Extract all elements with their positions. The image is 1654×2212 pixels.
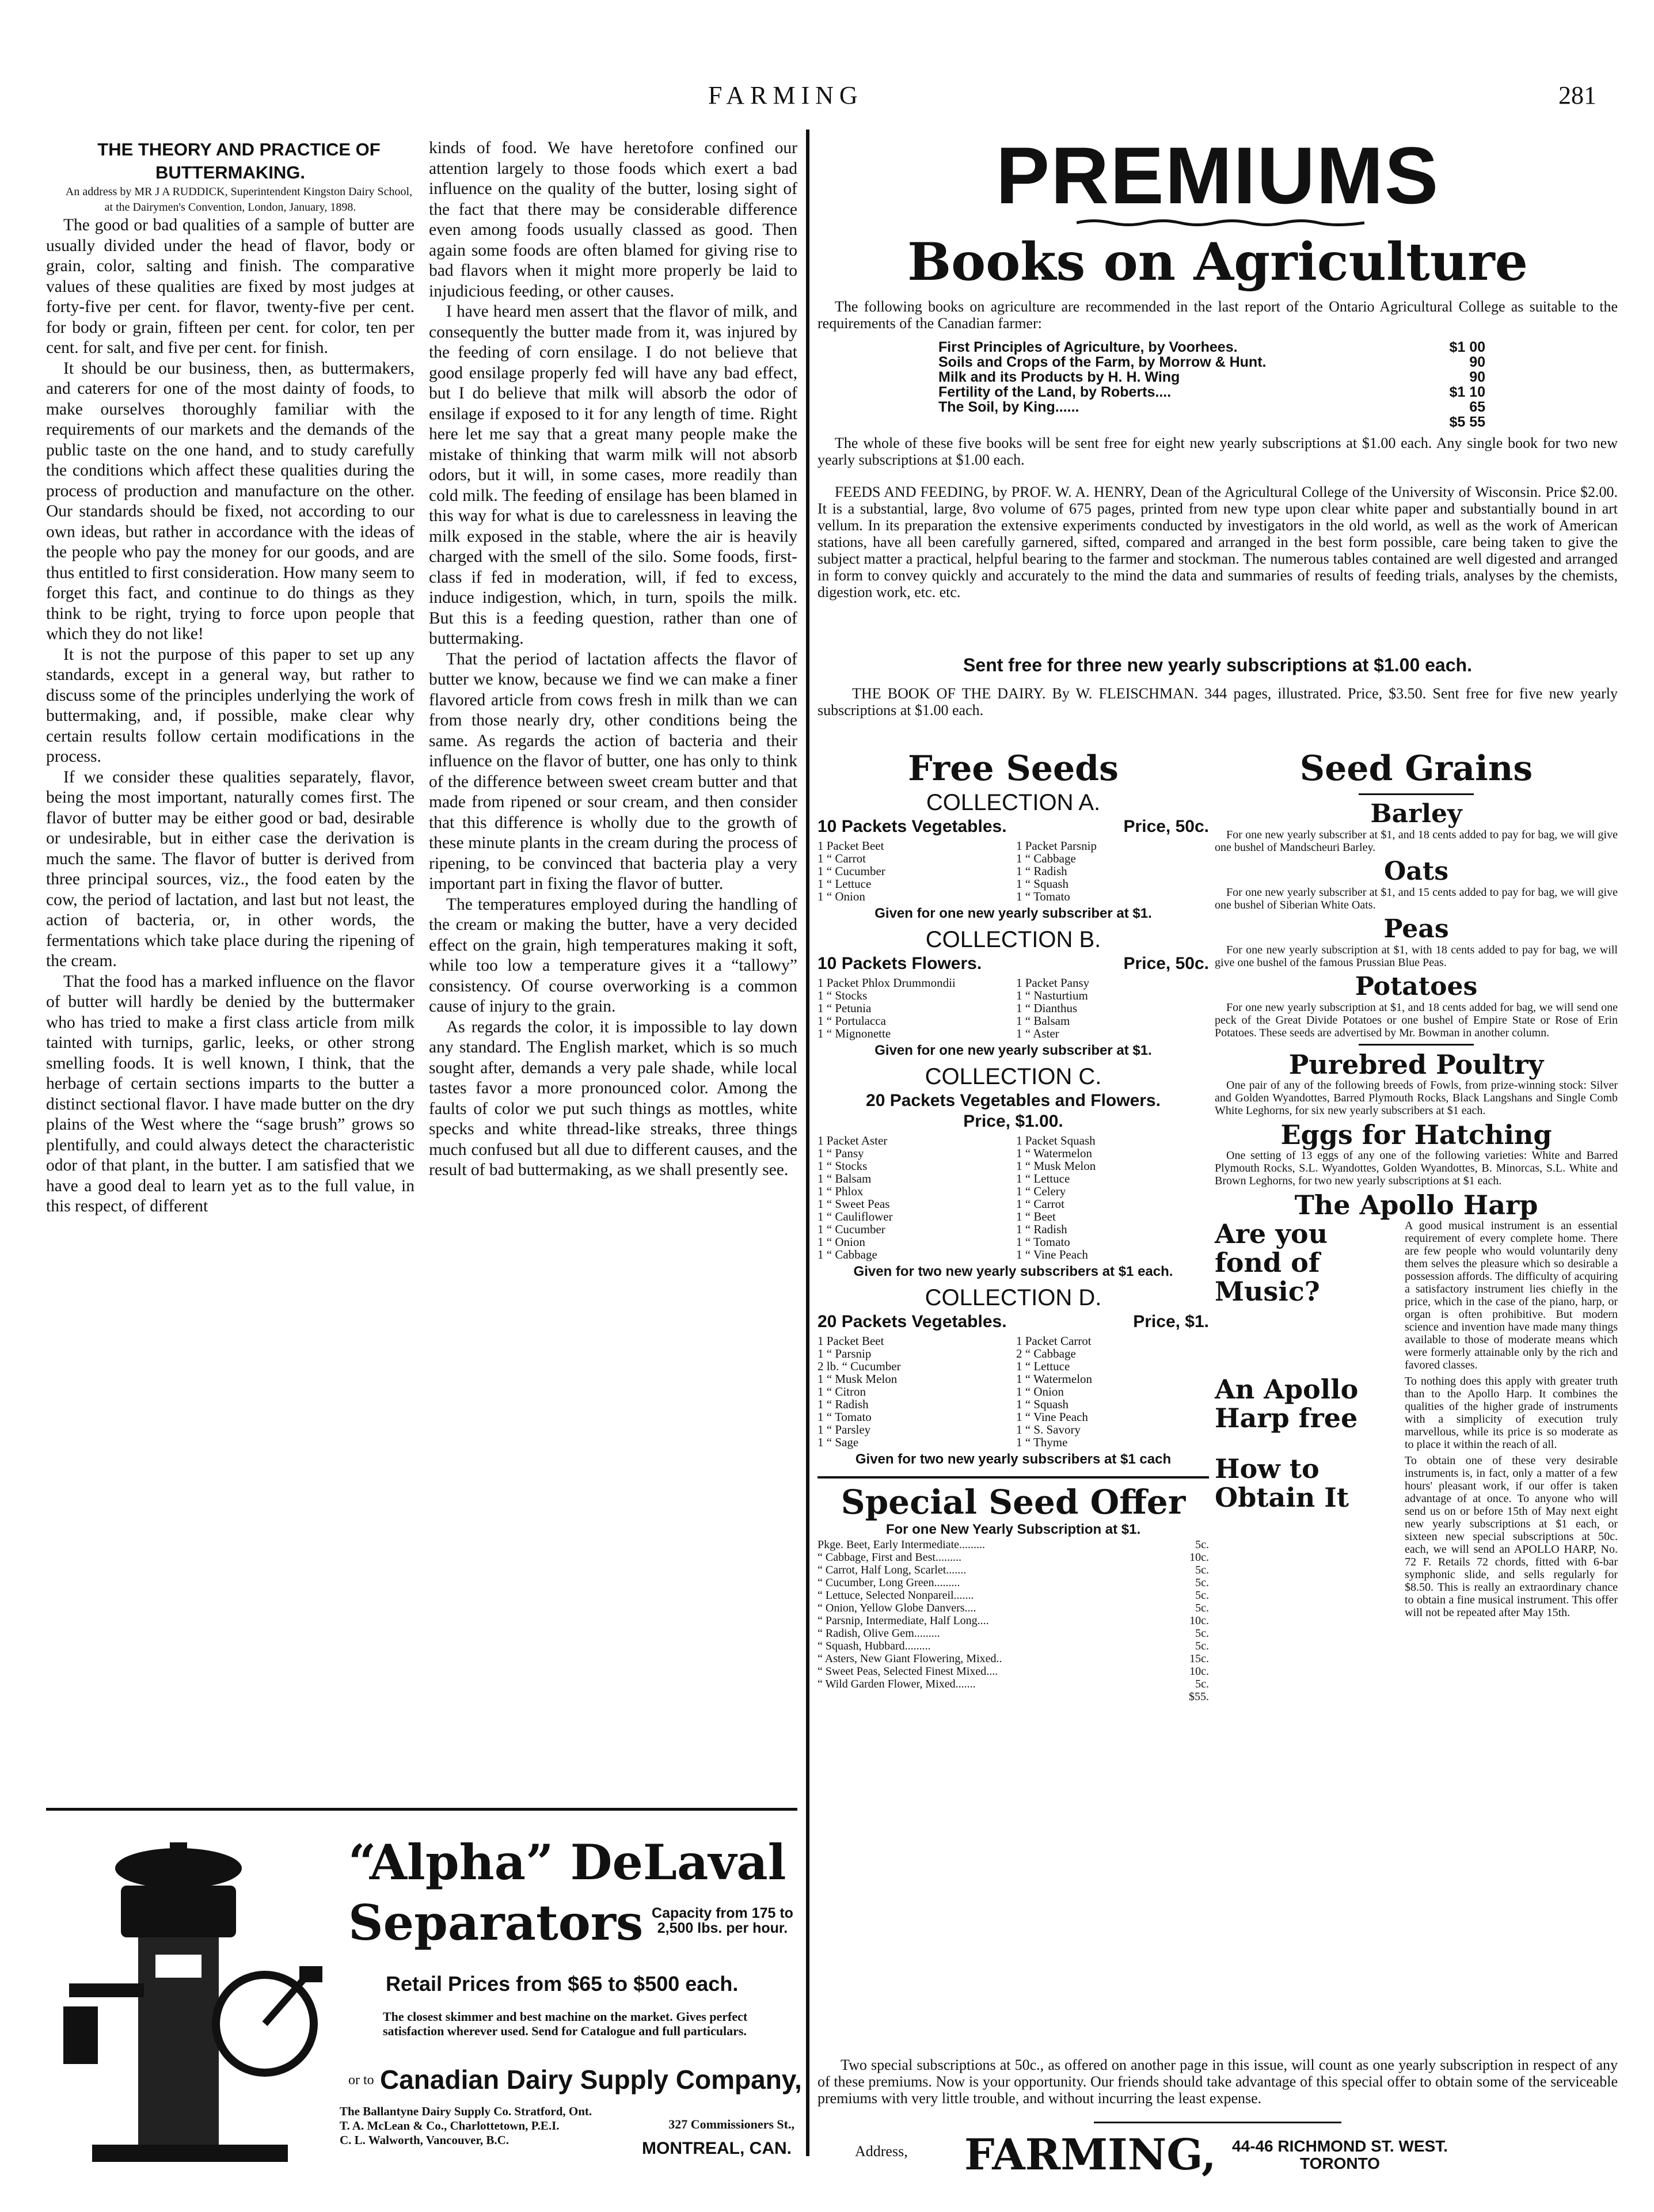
list-item: 1 “ Radish <box>1016 864 1067 878</box>
free-seeds-title: Free Seeds <box>908 748 1119 789</box>
collection-c <box>818 1063 1209 1280</box>
item-list-right <box>1016 1134 1209 1261</box>
list-item: 1 “ Lettuce <box>1016 1172 1070 1185</box>
eggs-text: One setting of 13 eggs of any one of the following varieties: White and Barred Plymouth Rocks, S.L. Wyandottes, Golden Wyandottes, B. Minorcas, S.L. White and Brown Leghorns, for two new yearly subscriptions at $1 each. <box>1215 1149 1618 1187</box>
eggs-heading: Eggs for Hatching <box>1280 1119 1552 1150</box>
seed-row <box>818 1678 1209 1690</box>
section-rule <box>1359 1044 1474 1046</box>
ad-city: MONTREAL, CAN. <box>642 2139 792 2158</box>
paragraph: That the food has a marked influence on the flavor of butter will hardly be denied by the buttermaker who has tried to make a first class article from milk tainted with turnips, garlic, leeks, or other strong smelling foods. It is well known, I think, that the herbage of certain sections imparts to the butter a distinct sectional flavor. I have made butter on the dry plains of the West where the “sage brush” grows so plentifully, and could always detect the characteristic odor of that plant, in the butter. I am satisfied that we have a good deal to learn yet as to the full value, in this respect, of different <box>46 972 415 1215</box>
special-seed-list <box>818 1538 1209 1703</box>
book-row <box>938 385 1485 400</box>
list-item: 1 “ Musk Melon <box>818 1372 898 1386</box>
harp-text-2: To nothing does this apply with greater truth than to the Apollo Harp. It combines the qualities of the higher grade of instruments with a simplicity of execution truly marvellous, while its price is so moderate as to place it within the reach of all. <box>1405 1375 1618 1451</box>
ad-headline-separators: Separators <box>348 1894 644 1951</box>
book-price: 90 <box>1469 369 1485 385</box>
seed-name: “ Wild Garden Flower, Mixed....... <box>818 1678 976 1690</box>
list-item: 1 “ Vine Peach <box>1016 1248 1088 1261</box>
seed-name: “ Cabbage, First and Best......... <box>818 1551 961 1564</box>
item-list-right <box>1016 839 1209 903</box>
packets-label: 10 Packets Flowers. <box>818 954 982 973</box>
price-label: Price, $1.00. <box>963 1112 1063 1131</box>
agent: The Ballantyne Dairy Supply Co. Stratford, Ont. <box>340 2104 592 2118</box>
seed-price: 5c. <box>1195 1627 1209 1640</box>
list-item: 1 “ Sage <box>818 1435 859 1449</box>
list-item: 1 “ Cabbage <box>1016 852 1076 865</box>
seed-row <box>818 1640 1209 1652</box>
collection-name: COLLECTION A. <box>926 790 1101 815</box>
item-list-right <box>1016 1335 1209 1449</box>
book-row <box>938 340 1485 355</box>
list-item: 1 “ Squash <box>1016 1397 1069 1411</box>
paragraph: That the period of lactation affects the flavor of butter we know, because we find we can make a finer flavored article from cows fresh in milk than we can from those nearly dry, other conditions being the same. As regards the action of bacteria and their influence on the flavor of butter, one has only to think of the difference between sweet cream butter and that made from ripened or sour cream, and then consider that this difference is wholly due to the growth of these minute plants in the cream during the process of ripening, to be convinced that bacteria play a very important part in fixing the flavor of butter. <box>429 649 797 893</box>
item-list-left <box>818 1134 1010 1261</box>
seed-price: 5c. <box>1195 1640 1209 1652</box>
seed-row <box>818 1665 1209 1678</box>
page-number: 281 <box>1558 81 1596 109</box>
book-of-the-dairy: THE BOOK OF THE DAIRY. By W. FLEISCHMAN. 344 pages, illustrated. Price, $3.50. Sent free for five new yearly subscriptions at $1.00 each. <box>818 685 1618 719</box>
seed-name: “ Asters, New Giant Flowering, Mixed.. <box>818 1652 1002 1665</box>
list-item: 1 “ Balsam <box>1016 1014 1070 1028</box>
packets-label: 10 Packets Vegetables. <box>818 817 1007 836</box>
book-price: 65 <box>1469 399 1485 415</box>
book-title: The Soil, by King...... <box>938 399 1079 415</box>
list-item: 1 “ S. Savory <box>1016 1423 1081 1436</box>
feeds-and-feeding: FEEDS AND FEEDING, by PROF. W. A. HENRY, Dean of the Agricultural College of the University of Wisconsin. Price $2.00. It is a substantial, large, 8vo volume of 675 pages, printed from new type upon clear white paper and substantially bound in art vellum. In its preparation the extensive experiments conducted by investigators in the old world, as well as the work of American stations, have all been carefully garnered, sifted, compared and arranged in the best form possible, care being taken to give the subject matter a practical, helpful bearing to the farmer and stockman. The numerous tables contained are well digested and arranged in form to convey quickly and accurately to the mind the data and summaries of results of feeding trials, analyses by the chemists, digestion work, etc. etc. <box>818 484 1618 600</box>
page-header <box>0 81 1654 127</box>
list-item: 1 “ Cauliflower <box>818 1210 893 1223</box>
paragraph: It should be our business, then, as buttermakers, and caterers for one of the most dainty of foods, to make ourselves thoroughly familiar with the requirements of our markets and the demands of the public taste on the one hand, and to study carefully the conditions which affect these qualities during the process of production and manufacture on the other. Our standards should be fixed, not according to our own ideas, but rather in accordance with the ideas of the people who pay the money for our goods, and are thus entitled to first consideration. How many seem to forget this fact, and continue to do things as they think to be right, trying to force upon people that which they do not like! <box>46 359 415 643</box>
paragraph: The temperatures employed during the handling of the cream or making the butter, have a very decided effect on the grain, high temperatures making it soft, while too low a temperature gives it a “tallowy” consistency. Of course overworking is a common cause of injury to the grain. <box>429 895 797 1016</box>
list-item: 1 “ Phlox <box>818 1184 864 1198</box>
collection-header <box>818 816 1209 837</box>
seed-name: “ Squash, Hubbard......... <box>818 1640 931 1652</box>
list-item: 1 “ Tomato <box>1016 890 1070 903</box>
harp-text-3: To obtain one of these very desirable instruments is, in fact, only a matter of a few hours' pleasant work, if our offer is taken advantage of at once. To anyone who will send us on or before 15th of May next eight new yearly subscriptions at $1 each, or sixteen new special subscriptions at 50c. each, we will send an APOLLO HARP, No. 72 F. Retails 72 chords, fitted with 6-bar symphonic slide, and sells regularly for $8.50. This is really an extraordinary chance to obtain a fine musical instrument. This offer will not be repeated after May 15th. <box>1405 1454 1618 1619</box>
seed-row <box>818 1538 1209 1551</box>
list-item: 1 “ Carrot <box>818 852 866 865</box>
collection-given: Given for one new yearly subscriber at $1. <box>874 1043 1152 1058</box>
book-row <box>938 370 1485 385</box>
list-item: 1 “ Onion <box>818 890 865 903</box>
seed-name: Pkge. Beet, Early Intermediate......... <box>818 1538 986 1551</box>
seed-price: 5c. <box>1195 1589 1209 1602</box>
ad-street: 327 Commissioners St., <box>668 2117 794 2131</box>
books-offer: The whole of these five books will be sent free for eight new yearly subscriptions at $1.00 each. Any single book for two new yearly subscriptions at $1.00 each. <box>818 435 1618 468</box>
collection-items <box>818 1134 1209 1261</box>
seed-name: “ Parsnip, Intermediate, Half Long.... <box>818 1614 989 1627</box>
footer-city: TORONTO <box>1299 2154 1380 2172</box>
list-item: 1 “ Stocks <box>818 1159 868 1173</box>
ad-headline-alpha: “Alpha” DeLaval <box>348 1834 786 1891</box>
list-item: 1 Packet Carrot <box>1016 1334 1092 1348</box>
collection-items <box>818 839 1209 903</box>
collection-d <box>818 1284 1209 1468</box>
books-intro: The following books on agriculture are recommended in the last report of the Ontario Agricultural College as suitable to the requirements of the Canadian farmer: <box>818 298 1618 332</box>
seed-price: 5c. <box>1195 1602 1209 1614</box>
list-item: 1 “ Watermelon <box>1016 1372 1093 1386</box>
article-byline: An address by MR J A RUDDICK, Superintendent Kingston Dairy School, at the Dairymen's Convention, London, January, 1898. <box>65 185 413 214</box>
collection-b <box>818 926 1209 1059</box>
list-item: 1 Packet Beet <box>818 839 884 853</box>
harp-free-heading: An Apollo Harp free <box>1215 1374 1359 1434</box>
seed-row <box>818 1589 1209 1602</box>
harp-text-1: A good musical instrument is an essential requirement of every complete home. There are few people who would voluntarily deny them selves the pleasure which so desirable a possession affords. The difficulty of acquiring a satisfactory instrument lies chiefly in the price, which in the case of the piano, harp, or organ is often prohibitive. But modern science and invention have made many things available to those of moderate means which were formerly attainable only by the rich and favored classes. <box>1405 1219 1618 1371</box>
seed-total: $55. <box>1189 1690 1209 1703</box>
seed-row <box>818 1627 1209 1640</box>
list-item: 1 “ Squash <box>1016 877 1069 891</box>
item-list-left <box>818 976 1010 1040</box>
seed-name: “ Carrot, Half Long, Scarlet....... <box>818 1564 967 1576</box>
seed-row <box>818 1602 1209 1614</box>
column-divider <box>806 130 809 2156</box>
list-item: 1 “ Citron <box>818 1385 866 1398</box>
address-label: Address, <box>855 2143 908 2160</box>
list-item: 1 “ Parsnip <box>818 1347 872 1360</box>
list-item: 1 Packet Phlox Drummondii <box>818 976 956 990</box>
book-list <box>938 340 1485 430</box>
list-item: 1 “ Beet <box>1016 1210 1056 1223</box>
list-item: 1 “ Portulacca <box>818 1014 886 1028</box>
collection-given: Given for two new yearly subscribers at $1 cach <box>855 1451 1172 1467</box>
list-item: 1 “ Tomato <box>1016 1235 1070 1249</box>
collection-items <box>818 1335 1209 1449</box>
seed-grains-section <box>1215 748 1618 1622</box>
harp-obtain <box>1215 1454 1618 1622</box>
item-list-left <box>818 1335 1010 1449</box>
list-item: 1 “ Lettuce <box>818 877 872 891</box>
seed-row <box>818 1551 1209 1564</box>
item-list-right <box>1016 976 1209 1040</box>
list-item: 1 “ Aster <box>1016 1027 1059 1040</box>
seed-name: “ Radish, Olive Gem......... <box>818 1627 940 1640</box>
list-item: 1 Packet Squash <box>1016 1134 1096 1147</box>
collection-name: COLLECTION B. <box>925 927 1101 952</box>
list-item: 1 “ Celery <box>1016 1184 1066 1198</box>
seed-price: 10c. <box>1189 1551 1209 1564</box>
footer-street: 44-46 RICHMOND ST. WEST. <box>1232 2137 1448 2155</box>
collection-a <box>818 789 1209 922</box>
ornament-rule <box>1077 219 1364 227</box>
list-item: 1 “ Onion <box>1016 1385 1064 1398</box>
price-label: Price, $1. <box>1133 1312 1209 1331</box>
cream-separator-illustration <box>58 1834 328 2171</box>
list-item: 1 “ Vine Peach <box>1016 1410 1088 1424</box>
book-price: 90 <box>1469 354 1485 370</box>
list-item: 1 “ Pansy <box>818 1146 864 1160</box>
running-title: FARMING <box>708 81 864 109</box>
collection-name: COLLECTION C. <box>925 1064 1102 1089</box>
seed-row <box>818 1576 1209 1589</box>
sent-free-offer: Sent free for three new yearly subscriptions at $1.00 each. <box>963 655 1472 675</box>
book-title: Fertility of the Land, by Roberts.... <box>938 384 1172 400</box>
item-list-left <box>818 839 1010 903</box>
book-title: First Principles of Agriculture, by Voorhees. <box>938 339 1238 355</box>
list-item: 1 “ Lettuce <box>1016 1359 1070 1373</box>
list-item: 1 “ Balsam <box>818 1172 872 1185</box>
seed-price: 5c. <box>1195 1576 1209 1589</box>
price-label: Price, 50c. <box>1123 817 1209 836</box>
price-label: Price, 50c. <box>1123 954 1209 973</box>
packets-label: 20 Packets Vegetables. <box>818 1312 1007 1331</box>
special-seed-offer-title: Special Seed Offer <box>818 1476 1209 1521</box>
potatoes-heading: Potatoes <box>1355 972 1478 1001</box>
list-item: 1 “ Cucumber <box>818 1222 885 1236</box>
list-item: 1 “ Mignonette <box>818 1027 891 1040</box>
book-title: Soils and Crops of the Farm, by Morrow & Hunt. <box>938 354 1267 370</box>
separator-advertisement <box>46 1808 802 2173</box>
list-item: 1 “ Musk Melon <box>1016 1159 1096 1173</box>
seed-name: “ Onion, Yellow Globe Danvers.... <box>818 1602 976 1614</box>
collection-header <box>818 1090 1209 1111</box>
peas-text: For one new yearly subscription at $1, with 18 cents added to pay for bag, we will give one bushel of the famous Prussian Blue Peas. <box>1215 944 1618 969</box>
list-item: 1 “ Parsley <box>818 1423 871 1436</box>
paragraph: The good or bad qualities of a sample of butter are usually divided under the head of flavor, body or grain, color, salting and finish. The comparative values of these qualities are fixed by most judges at forty-five per cent. for flavor, twenty-five per cent. for body or grain, fifteen per cent. for color, ten per cent. for salt, and five per cent. for finish. <box>46 216 415 357</box>
collection-name: COLLECTION D. <box>925 1285 1102 1310</box>
seed-price: 5c. <box>1195 1678 1209 1690</box>
list-item: 1 “ Watermelon <box>1016 1146 1093 1160</box>
seed-name: “ Sweet Peas, Selected Finest Mixed.... <box>818 1665 998 1678</box>
seed-price: 5c. <box>1195 1538 1209 1551</box>
paragraph: As regards the color, it is impossible to lay down any standard. The English market, which is so much sought after, demands a very pale shade, while local tastes favor a more pronounced color. Among the faults of color we put such things as mottles, white specks and white thread-like streaks, three things much confused but all due to different causes, and the result of bad buttermaking, as we shall presently see. <box>429 1017 797 1179</box>
harp-intro <box>1215 1219 1618 1375</box>
harp-question: Are you fond of Music? <box>1215 1218 1328 1307</box>
barley-text: For one new yearly subscriber at $1, and 18 cents added to pay for bag, we will give one bushel of Mandscheuri Barley. <box>1215 828 1618 854</box>
list-item: 1 “ Nasturtium <box>1016 989 1088 1002</box>
seed-name: “ Cucumber, Long Green......... <box>818 1576 960 1589</box>
seed-row <box>818 1614 1209 1627</box>
list-item: 1 “ Thyme <box>1016 1435 1068 1449</box>
ad-capacity: Capacity from 175 to 2,500 lbs. per hour. <box>652 1905 793 1936</box>
book-title: Milk and its Products by H. H. Wing <box>938 369 1180 385</box>
list-item: 2 lb. “ Cucumber <box>818 1359 901 1373</box>
list-item: 1 “ Cabbage <box>818 1248 877 1261</box>
seed-total-row <box>818 1690 1209 1703</box>
list-item: 1 Packet Pansy <box>1016 976 1090 990</box>
harp-obtain-heading: How to Obtain It <box>1215 1453 1349 1513</box>
book-row <box>938 355 1485 370</box>
list-item: 1 “ Tomato <box>818 1410 872 1424</box>
list-item: 1 “ Stocks <box>818 989 868 1002</box>
seed-row <box>818 1564 1209 1576</box>
paragraph: It is not the purpose of this paper to set up any standards, except in a general way, but rather to discuss some of the principles underlying the work of buttermaking, and, if possible, make clear why certain results follow certain modifications in the process. <box>46 645 415 766</box>
free-seeds-section <box>818 748 1209 1703</box>
seed-price: 15c. <box>1189 1652 1209 1665</box>
two-special-note: Two special subscriptions at 50c., as offered on another page in this issue, will count as one yearly subscription in respect of any of these premiums. Now is your opportunity. Our friends should take advantage of this special offer to obtain some of the serviceable premiums with very little trouble, and without incurring the least expense. <box>818 2057 1618 2107</box>
special-seed-offer-sub: For one New Yearly Subscription at $1. <box>885 1522 1141 1537</box>
seed-price: 10c. <box>1189 1665 1209 1678</box>
collection-given: Given for one new yearly subscriber at $1. <box>874 906 1152 921</box>
list-item: 1 “ Petunia <box>818 1001 872 1015</box>
collection-header <box>818 953 1209 974</box>
list-item: 1 Packet Parsnip <box>1016 839 1097 853</box>
seed-grains-title: Seed Grains <box>1299 748 1533 789</box>
book-price: $1 10 <box>1449 384 1485 400</box>
oats-heading: Oats <box>1384 857 1448 886</box>
list-item: 2 “ Cabbage <box>1016 1347 1076 1360</box>
seed-price: 5c. <box>1195 1564 1209 1576</box>
books-subtitle: Books on Agriculture <box>907 231 1528 292</box>
paragraph: If we consider these qualities separately, flavor, being the most important, naturally comes first. The flavor of butter may be either good or bad, desirable or undesirable, but in either case the derivation is much the same. The flavor of butter is derived from three principal sources, viz., the food eaten by the cow, the period of lactation, and last but not least, the action of bacteria, or, in other words, the fermentations which take place during the ripening of the cream. <box>46 767 415 970</box>
oats-text: For one new yearly subscriber at $1, and 15 cents added to pay for bag, we will give one bushel of Siberian White Oats. <box>1215 886 1618 911</box>
collection-given: Given for two new yearly subscribers at $1 each. <box>853 1264 1173 1279</box>
book-row <box>938 400 1485 415</box>
list-item: 1 “ Radish <box>1016 1222 1067 1236</box>
barley-heading: Barley <box>1370 799 1462 828</box>
list-item: 1 “ Dianthus <box>1016 1001 1078 1015</box>
collection-items <box>818 976 1209 1040</box>
list-item: 1 “ Radish <box>818 1397 869 1411</box>
article-column-1 <box>46 138 415 1776</box>
list-item: 1 Packet Aster <box>818 1134 888 1147</box>
list-item: 1 “ Onion <box>818 1235 865 1249</box>
farming-masthead: FARMING, <box>964 2130 1216 2180</box>
list-item: 1 “ Sweet Peas <box>818 1197 890 1211</box>
premiums-title: PREMIUMS <box>995 130 1440 221</box>
harp-free <box>1215 1375 1618 1454</box>
paragraph: I have heard men assert that the flavor of milk, and consequently the butter made from it, was injured by the feeding of corn ensilage. I do not believe that good ensilage properly fed will have any bad effect, but I do believe that milk will absorb the odor of ensilage if exposed to it for any length of time. Right here let me say that a great many people make the mistake of thinking that warm milk will not absorb odors, but it will, in some cases, more readily than cold milk. The feeding of ensilage has been blamed in this way for what is due to carelessness in leaving the milk exposed in the stable, where the air is heavily charged with the smell of the silo. Some foods, first-class if fed in moderation, will, if fed to excess, induce indigestion, which, in turn, spoils the milk. But this is a feeding question, rather than one of buttermaking. <box>429 302 797 648</box>
harp-heading: The Apollo Harp <box>1294 1189 1538 1221</box>
seed-price: 10c. <box>1189 1614 1209 1627</box>
poultry-heading: Purebred Poultry <box>1288 1049 1544 1080</box>
article-column-2 <box>429 138 797 1776</box>
list-item: 1 Packet Beet <box>818 1334 884 1348</box>
books-total: $5 55 <box>1449 414 1485 430</box>
collection-price-row <box>818 1111 1209 1132</box>
packets-label: 20 Packets Vegetables and Flowers. <box>866 1091 1161 1110</box>
footer-rule <box>1094 2122 1341 2123</box>
poultry-text: One pair of any of the following breeds of Fowls, from prize-winning stock: Silver and Golden Wyandottes, Barred Plymouth Rocks, Black Langshans and Single Comb White Leghorns, for six new yearly subscribers at $1 each. <box>1215 1079 1618 1117</box>
agent: C. L. Walworth, Vancouver, B.C. <box>340 2133 509 2147</box>
list-item: 1 “ Cucumber <box>818 864 885 878</box>
potatoes-text: For one new yearly subscription at $1, and 18 cents added for bag, we will send one peck of the Great Divide Potatoes or one bushel of Empire State or Rose of Erin Potatoes. These seeds are advertised by Mr. Bowman in another column. <box>1215 1001 1618 1039</box>
article-title: THE THEORY AND PRACTICE OF BUTTERMAKING. <box>97 139 381 183</box>
agent: T. A. McLean & Co., Charlottetown, P.E.I. <box>340 2119 560 2133</box>
book-price: $1 00 <box>1449 339 1485 355</box>
collection-header <box>818 1312 1209 1332</box>
seed-name: “ Lettuce, Selected Nonpareil....... <box>818 1589 974 1602</box>
paragraph: kinds of food. We have heretofore confined our attention largely to those foods which exert a bad influence on the quality of the butter, losing sight of the fact that there may be considerable difference even among foods usually classed as good. Then again some foods are often blamed for giving rise to bad flavors when it might more properly be laid to injudicious feeding, or other causes. <box>429 139 797 301</box>
seed-row <box>818 1652 1209 1665</box>
ad-retail-prices: Retail Prices from $65 to $500 each. <box>386 1972 739 1996</box>
peas-heading: Peas <box>1383 914 1449 944</box>
ad-description: The closest skimmer and best machine on the market. Gives perfect satisfaction wherever used. Send for Catalogue and full particulars. <box>383 2009 748 2038</box>
ad-company: Canadian Dairy Supply Company, <box>380 2065 802 2095</box>
section-rule <box>1359 793 1474 795</box>
ad-or-to: or to <box>348 2073 374 2088</box>
list-item: 1 “ Carrot <box>1016 1197 1064 1211</box>
footer-address <box>1232 2138 1448 2172</box>
